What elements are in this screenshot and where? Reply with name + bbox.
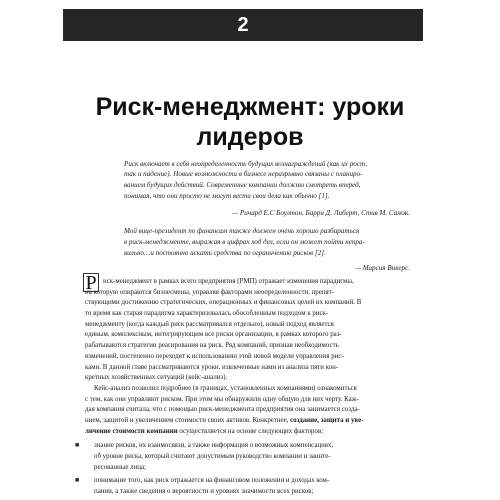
bullet-marker: ■	[75, 476, 80, 484]
body-text-span: осуществляется на основе следующих факторов:	[179, 428, 324, 435]
chapter-header-bar	[63, 9, 423, 41]
chapter-number: 2	[237, 14, 249, 36]
drop-cap-letter: Р	[83, 273, 99, 292]
body-text-line: единым, комплексным, интегрирующим все риски организации, в рамках которого раз-	[85, 331, 342, 338]
epigraph-1-attribution: — Ричард Е.С Боултон, Барри Д. Либерт, Стив М. Самэк.	[231, 209, 410, 217]
chapter-title-line-1: Риск-менеджмент: уроки	[95, 93, 405, 121]
bullet-text-line: ресованные лица;	[94, 464, 146, 471]
epigraph-1-line: так и падение). Новые возможности в бизнесе неразрывно связаны с планиро-	[124, 170, 363, 178]
epigraph-2-line: в риск-менеджменте, выражая в цифрах ход дел, если он может пойти непра-	[124, 238, 365, 246]
epigraph-1-line: понимая, что они просто не могут вести свои дела как обычно [1].	[124, 192, 330, 200]
bullet-text-line: пании, а также сведения о вероятности и уровнях значимости всех рисков;	[94, 488, 314, 495]
body-text-line: рабатываются стратегии реагирования на риск. Ряд компаний, признав необходимость	[85, 342, 339, 349]
body-text-line: иск-менеджмент в рамках всего предприятия (РМП) отражает изменения парадигмы,	[103, 278, 354, 285]
body-text-line: с тем, как они управляют риском. При этом мы обнаружили одну общую для них черту. Каж-	[85, 396, 359, 403]
body-text-line: менеджменту (когда каждый риск рассматривался отдельно), новый подход является	[85, 321, 334, 328]
body-text-line: ствующими достижению стратегических, операционных и финансовых целей их компаний. В	[85, 299, 362, 306]
bullet-marker: ■	[75, 441, 80, 449]
epigraph-2-line: вильно…и постоянно искать средства по ограничению рисков [2].	[124, 249, 326, 257]
epigraph-2-line: Мой вице-президент по финансам также должен очень хорошо разбираться	[124, 227, 360, 235]
chapter-title-line-2: лидеров	[196, 123, 304, 151]
epigraph-1-line: ванием будущих действий. Современные компании должны смотреть вперед,	[124, 181, 361, 189]
body-text-line: изменений, постепенно переходят к использованию этой новой модели управления рис-	[85, 353, 344, 360]
epigraph-1-line: Риск включает в себя неопределенность будущих вознаграждений (как их рост,	[124, 160, 368, 168]
bullet-text-line: об уровне риска, который считают допустимым руководство компании и заинте-	[94, 453, 331, 460]
body-text-line: кретных хозяйственных ситуаций (кейс-анализ).	[85, 374, 228, 381]
body-text-line: то время как старая парадигма характеризовалась обособленным подходом к риск-	[85, 310, 329, 317]
body-text-line	[85, 427, 415, 436]
body-text-line: на которую опираются бизнесмены, управляя факторами неопределенности, препят-	[85, 289, 334, 296]
bold-phrase: создание, защита и уве-	[290, 417, 364, 424]
body-text-line: Кейс-анализ позволил подробнее (в границах, установленных компаниями) ознакомиться	[94, 385, 357, 392]
body-text-line	[85, 416, 415, 425]
bullet-text-line: понимание того, как риск отражается на финансовом положении и доходах ком-	[94, 477, 330, 484]
bold-phrase: личение стоимости компании	[85, 428, 178, 435]
body-text-line: дая компания считала, что с помощью риск-менеджмента предприятия она занимается созда-	[85, 406, 360, 413]
bullet-text-line: знание рисков, их взаимосвязи, а также информация о возможных компенсациях,	[94, 442, 334, 449]
body-text-span: нием, защитой и увеличением стоимости своих активов. Конкретнее,	[85, 417, 289, 424]
body-text-line: ками. В данной главе рассматриваются уроки, извлеченные нами из анализа пяти кон-	[85, 364, 339, 371]
epigraph-2-attribution: — Марсия Викерс.	[354, 264, 410, 272]
